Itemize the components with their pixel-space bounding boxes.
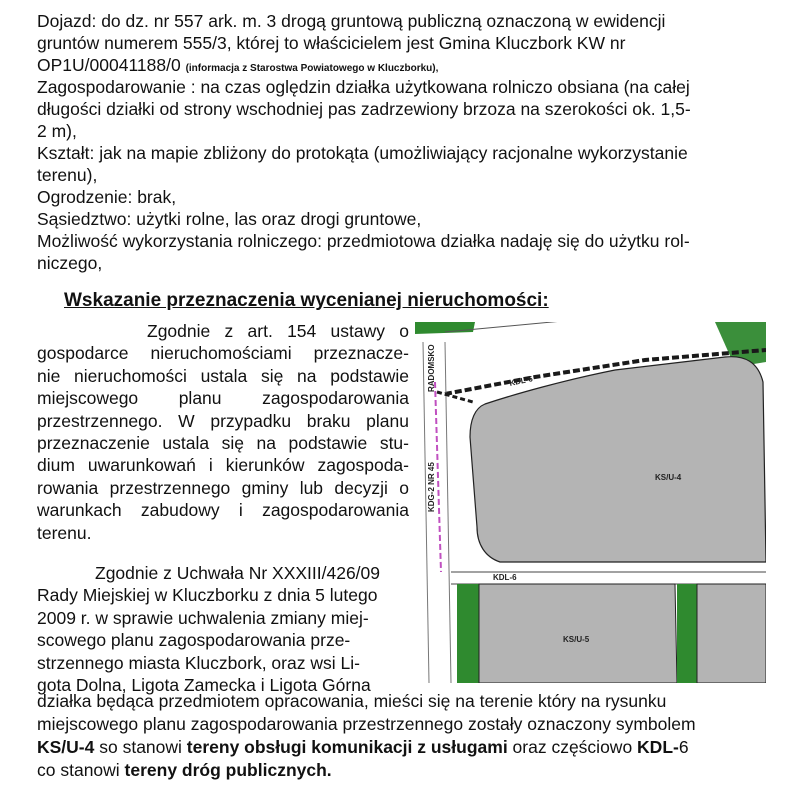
label-ksu5: KS/U-5 bbox=[563, 635, 590, 644]
green-area-right bbox=[677, 584, 697, 683]
section-heading: Wskazanie przeznaczenia wycenianej nieruchomości: bbox=[64, 290, 549, 311]
label-street: RADOMSKO bbox=[427, 344, 436, 392]
symbol-kdl: KDL- bbox=[637, 737, 679, 757]
para1-line: Zgodnie z art. 154 ustawy o bbox=[147, 321, 409, 341]
para1-line: warunkach zabudowy i zagospodarowania bbox=[37, 500, 409, 521]
fencing-line: Ogrodzenie: brak, bbox=[37, 187, 177, 207]
bottom-line-3: KS/U-4 so stanowi tereny obsługi komunikacji z usługami oraz częściowo KDL-6 bbox=[37, 737, 689, 757]
paragraph-resolution bbox=[37, 562, 409, 696]
green-area-left bbox=[457, 584, 479, 683]
use-line-3: 2 m), bbox=[37, 121, 77, 141]
land-use-roads: tereny dróg publicznych. bbox=[124, 760, 332, 780]
para2-line: gota Dolna, Ligota Zamecka i Ligota Górna bbox=[37, 675, 371, 696]
para2-line: 2009 r. w sprawie uchwalenia zmiany miej- bbox=[37, 607, 369, 628]
shape-line-1: Kształt: jak na mapie zbliżony do protokąta (umożliwiający racjonalne wykorzystanie bbox=[37, 143, 688, 163]
bottom-line-2: miejscowego planu zagospodarowania przestrzennego zostały oznaczony symbolem bbox=[37, 714, 696, 734]
label-kdl6-mid: KDL-6 bbox=[493, 573, 517, 582]
para2-line: Rady Miejskiej w Kluczborku z dnia 5 lutego bbox=[37, 585, 378, 606]
label-ksu4: KS/U-4 bbox=[655, 473, 682, 482]
para1-line: rowania przestrzennego gminy lub decyzji o bbox=[37, 477, 409, 498]
para2-line: scowego planu zagospodarowania prze- bbox=[37, 630, 351, 651]
para1-line: miejscowego planu zagospodarowania bbox=[37, 388, 409, 409]
paragraph-legal-basis bbox=[37, 320, 409, 544]
para1-line: dium uwarunkowań i kierunków zagospoda- bbox=[37, 455, 409, 476]
neighbourhood-line: Sąsiedztwo: użytki rolne, las oraz drogi gruntowe, bbox=[37, 209, 422, 229]
para1-line: przestrzennego. W przypadku braku planu bbox=[37, 410, 409, 431]
access-line-1: Dojazd: do dz. nr 557 ark. m. 3 drogą gruntową publiczną oznaczoną w ewidencji bbox=[37, 11, 666, 31]
agri-use-line-2: niczego, bbox=[37, 253, 103, 273]
para1-line: przeznaczenie ustala się na podstawie stu- bbox=[37, 433, 409, 454]
para2-line: strzennego miasta Kluczbork, oraz wsi Li- bbox=[37, 652, 360, 673]
land-use-services: tereny obsługi komunikacji z usługami bbox=[186, 737, 508, 757]
use-line-2: długości działki od strony wschodniej pas zadrzewiony brzoza na szerokości ok. 1,5- bbox=[37, 99, 691, 119]
label-kdl6-top: KDL-6 bbox=[508, 374, 534, 388]
bottom-line-1: działka będąca przedmiotem opracowania, mieści się na terenie który na rysunku bbox=[37, 691, 667, 711]
zone-lower-right bbox=[697, 584, 766, 683]
access-line-2: gruntów numerem 555/3, której to właścicielem jest Gmina Kluczbork KW nr bbox=[37, 33, 626, 53]
para1-line: gospodarce nieruchomościami przeznacze- bbox=[37, 343, 409, 364]
para1-line: terenu. bbox=[37, 522, 92, 543]
green-area-top-left bbox=[415, 322, 475, 334]
para1-line: nie nieruchomości ustala się na podstawie bbox=[37, 365, 409, 386]
zoning-map bbox=[415, 322, 766, 683]
label-kdg: KDG-2 NR 45 bbox=[427, 462, 436, 512]
shape-line-2: terenu), bbox=[37, 165, 98, 185]
land-register-number: OP1U/00041188/0 bbox=[37, 55, 181, 75]
agri-use-line-1: Możliwość wykorzystania rolniczego: przedmiotowa działka nadaję się do użytku rol- bbox=[37, 231, 690, 251]
zone-ksu5 bbox=[479, 584, 677, 683]
use-line-1: Zagospodarowanie : na czas oględzin działka użytkowana rolniczo obsiana (na całej bbox=[37, 77, 690, 97]
symbol-ksu4: KS/U-4 bbox=[37, 737, 95, 757]
para2-line: Zgodnie z Uchwała Nr XXXIII/426/09 bbox=[95, 563, 381, 583]
source-note: (informacja z Starostwa Powiatowego w Kluczborku), bbox=[185, 63, 439, 74]
bottom-line-4: co stanowi tereny dróg publicznych. bbox=[37, 760, 332, 780]
